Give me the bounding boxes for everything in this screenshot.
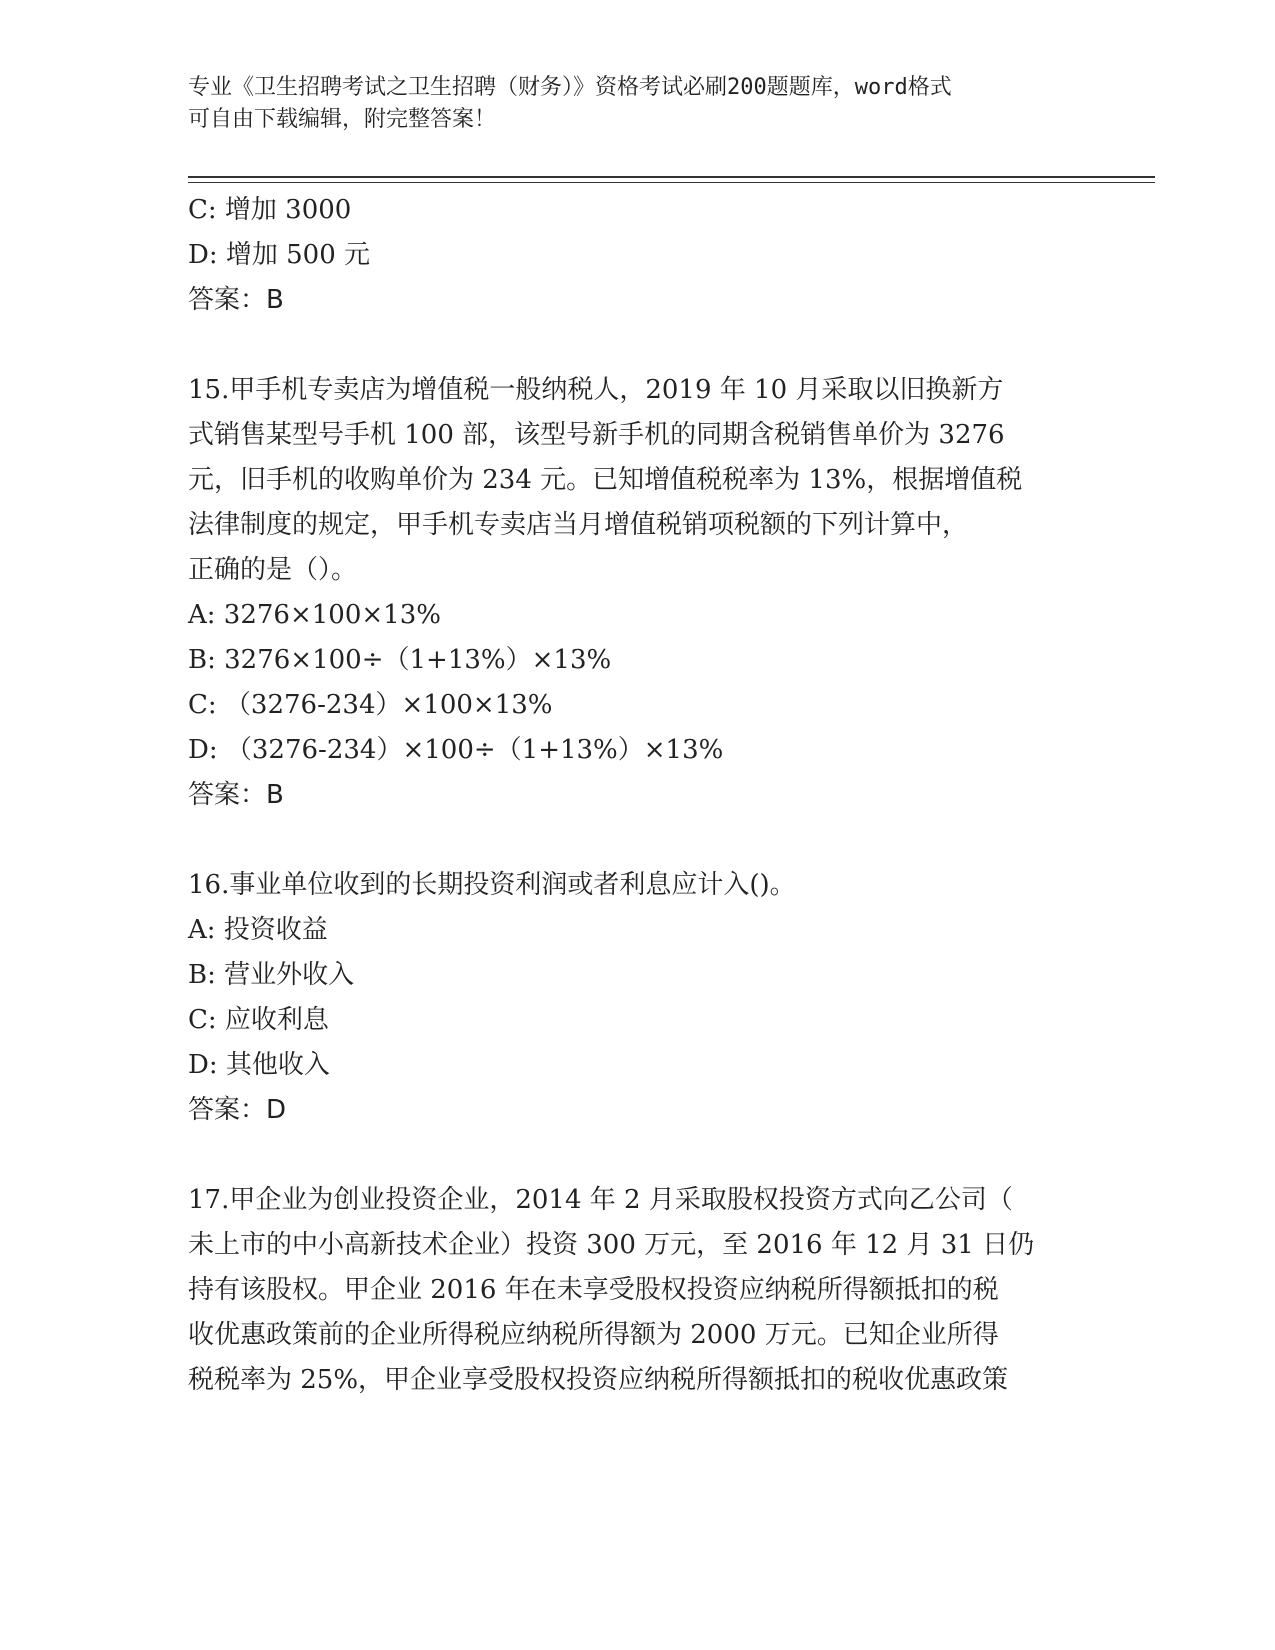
option-c: C: 应收利息 bbox=[188, 1005, 329, 1035]
header-title-line-1: 专业《卫生招聘考试之卫生招聘（财务）》资格考试必刷200题题库，word格式 bbox=[188, 75, 952, 100]
option-c: C: 增加 3000 bbox=[188, 195, 352, 225]
question-content bbox=[188, 188, 1088, 1403]
option-d: D: 其他收入 bbox=[188, 1050, 330, 1080]
answer-line: 答案：B bbox=[188, 780, 284, 810]
question-text-line: 15.甲手机专卖店为增值税一般纳税人，2019 年 10 月采取以旧换新方 bbox=[188, 375, 1004, 405]
question-text-line: 法律制度的规定，甲手机专卖店当月增值税销项税额的下列计算中， bbox=[188, 510, 969, 540]
question-text-line: 17.甲企业为创业投资企业，2014 年 2 月采取股权投资方式向乙公司（ bbox=[188, 1185, 1013, 1215]
previous-question-tail bbox=[188, 188, 1088, 323]
question-text-line: 16.事业单位收到的长期投资利润或者利息应计入()。 bbox=[188, 870, 796, 900]
question-text-line: 持有该股权。甲企业 2016 年在未享受股权投资应纳税所得额抵扣的税 bbox=[188, 1275, 999, 1305]
option-a: A: 投资收益 bbox=[188, 915, 328, 945]
option-d: D: （3276-234）×100÷（1+13%）×13% bbox=[188, 735, 724, 765]
answer-line: 答案：B bbox=[188, 285, 284, 315]
page-header bbox=[188, 72, 1088, 136]
question-text-line: 税税率为 25%，甲企业享受股权投资应纳税所得额抵扣的税收优惠政策 bbox=[188, 1365, 1009, 1395]
question-16 bbox=[188, 863, 1088, 1133]
option-a: A: 3276×100×13% bbox=[188, 600, 441, 630]
question-text-line: 正确的是（）。 bbox=[188, 555, 358, 585]
question-text-line: 式销售某型号手机 100 部，该型号新手机的同期含税销售单价为 3276 bbox=[188, 420, 1005, 450]
header-title-line-2: 可自由下载编辑，附完整答案！ bbox=[188, 107, 497, 132]
option-d: D: 增加 500 元 bbox=[188, 240, 371, 270]
header-divider bbox=[188, 176, 1155, 178]
answer-line: 答案：D bbox=[188, 1095, 287, 1125]
question-15 bbox=[188, 368, 1088, 818]
question-text-line: 未上市的中小高新技术企业）投资 300 万元，至 2016 年 12 月 31 日仍 bbox=[188, 1230, 1035, 1260]
question-text-line: 元，旧手机的收购单价为 234 元。已知增值税税率为 13%，根据增值税 bbox=[188, 465, 1023, 495]
option-b: B: 营业外收入 bbox=[188, 960, 355, 990]
question-17 bbox=[188, 1178, 1088, 1403]
option-c: C: （3276-234）×100×13% bbox=[188, 690, 553, 720]
header-divider-thin bbox=[188, 182, 1155, 183]
option-b: B: 3276×100÷（1+13%）×13% bbox=[188, 645, 612, 675]
question-text-line: 收优惠政策前的企业所得税应纳税所得额为 2000 万元。已知企业所得 bbox=[188, 1320, 999, 1350]
